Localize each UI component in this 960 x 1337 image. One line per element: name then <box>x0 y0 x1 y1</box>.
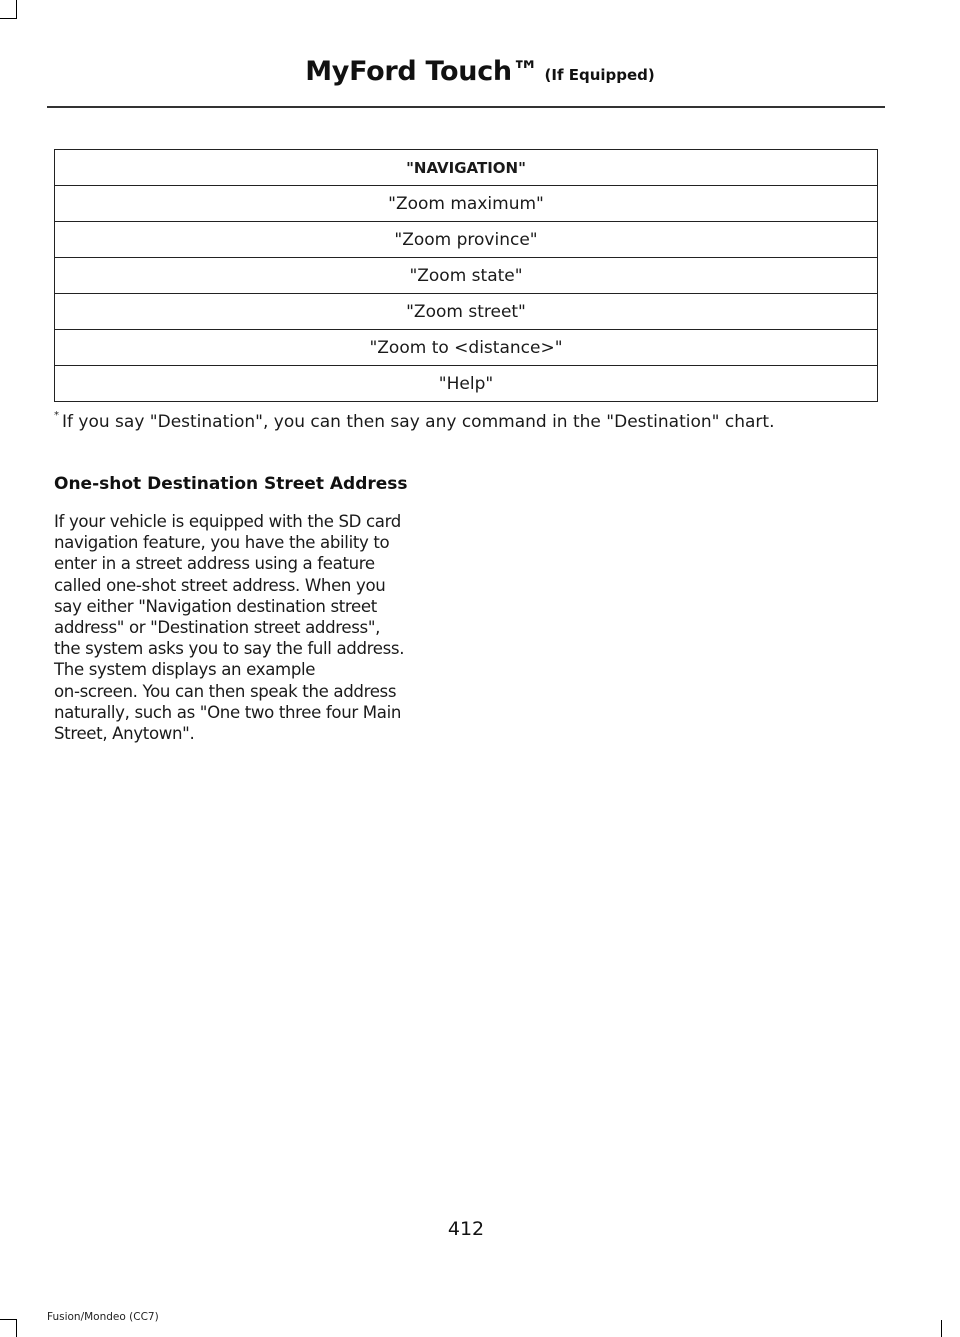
table-row <box>55 186 878 222</box>
table-cell: "Zoom to <distance>" <box>55 330 878 366</box>
header-divider <box>47 106 885 108</box>
body-line: address" or "Destination street address", <box>54 618 381 638</box>
page-number: 412 <box>447 1218 485 1240</box>
table-cell: "Zoom maximum" <box>55 186 878 222</box>
body-line: enter in a street address using a feature <box>54 554 375 574</box>
body-line: say either "Navigation destination street <box>54 596 377 616</box>
page-title: MyFord Touch™ <box>305 56 539 87</box>
crop-mark <box>16 1320 17 1337</box>
navigation-commands-table <box>54 149 878 402</box>
body-line: The system displays an example <box>54 660 316 680</box>
section-heading: One-shot Destination Street Address <box>54 474 408 494</box>
body-line: on-screen. You can then speak the address <box>54 681 397 701</box>
table-header-row <box>55 150 878 186</box>
body-line: Street, Anytown". <box>54 724 195 744</box>
footnote-text: If you say "Destination", you can then say any command in the "Destination" chart. <box>62 412 775 432</box>
body-line: the system asks you to say the full address. <box>54 639 405 659</box>
section-body <box>54 511 454 744</box>
body-line: navigation feature, you have the ability to <box>54 533 390 553</box>
body-line: naturally, such as "One two three four Main <box>54 702 401 722</box>
table-cell: "Zoom state" <box>55 258 878 294</box>
table-row <box>55 294 878 330</box>
table-row <box>55 222 878 258</box>
footnote-marker: * <box>54 410 59 421</box>
body-line: If your vehicle is equipped with the SD card <box>54 512 401 531</box>
page-header <box>0 56 960 87</box>
table-cell: "Zoom province" <box>55 222 878 258</box>
table-header-cell: "NAVIGATION" <box>55 150 878 186</box>
table-row <box>55 258 878 294</box>
table-cell: "Zoom street" <box>55 294 878 330</box>
table-footnote <box>54 412 914 432</box>
crop-mark <box>941 1320 942 1337</box>
page-subtitle: (If Equipped) <box>544 66 655 84</box>
crop-mark <box>16 0 17 18</box>
table-cell: "Help" <box>55 366 878 402</box>
crop-mark <box>0 18 17 19</box>
document-id: Fusion/Mondeo (CC7) <box>47 1311 159 1323</box>
crop-mark <box>0 1319 17 1320</box>
body-line: called one-shot street address. When you <box>54 575 386 595</box>
table-row <box>55 366 878 402</box>
table-row <box>55 330 878 366</box>
